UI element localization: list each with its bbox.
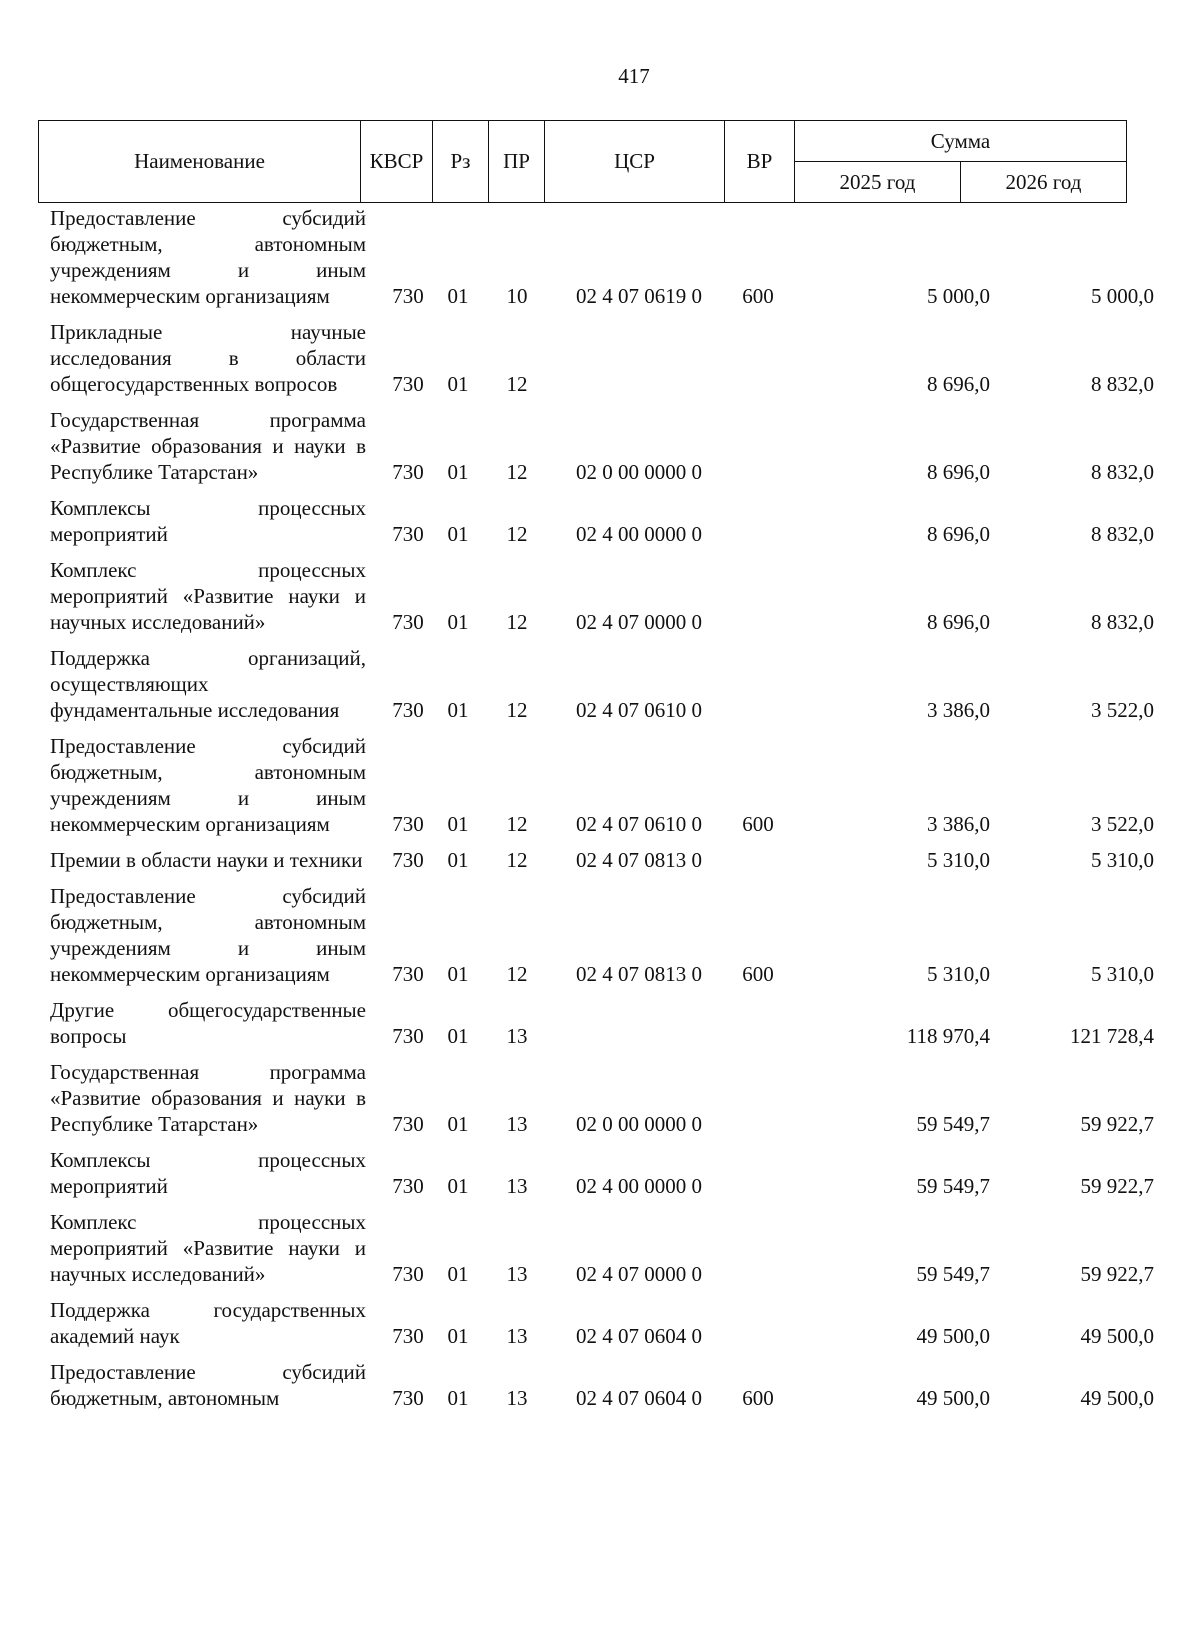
row-csr: 02 4 07 0604 0	[576, 1386, 702, 1410]
row-pr: 10	[506, 284, 528, 308]
row-pr: 12	[506, 848, 528, 872]
table-row	[38, 557, 1162, 635]
table-row	[38, 1297, 1162, 1349]
row-name: Поддержка государственных академий наук	[50, 1298, 366, 1348]
row-name: Предоставление субсидий бюджетным, автономным учреждениям и иным некоммерческим организациям	[50, 884, 366, 986]
row-kvsr: 730	[392, 460, 424, 484]
header-vr: ВР	[725, 121, 795, 203]
row-sum-2026: 49 500,0	[1080, 1386, 1154, 1410]
table-row	[38, 1147, 1162, 1199]
table-row	[38, 407, 1162, 485]
row-sum-2026: 8 832,0	[1091, 522, 1154, 546]
row-sum-2025: 59 549,7	[916, 1174, 990, 1198]
table-row	[38, 883, 1162, 987]
table-row	[38, 205, 1162, 309]
row-rz: 01	[447, 1262, 469, 1286]
row-sum-2026: 8 832,0	[1091, 460, 1154, 484]
row-sum-2026: 59 922,7	[1080, 1262, 1154, 1286]
row-kvsr: 730	[392, 848, 424, 872]
row-sum-2025: 5 310,0	[927, 962, 990, 986]
table-row	[38, 733, 1162, 837]
row-name: Другие общегосударственные вопросы	[50, 998, 366, 1048]
table-row	[38, 319, 1162, 397]
row-name: Прикладные научные исследования в области общегосударственных вопросов	[50, 320, 366, 396]
page-number: 417	[618, 64, 650, 88]
row-kvsr: 730	[392, 1386, 424, 1410]
row-vr: 600	[742, 962, 774, 986]
table-row	[38, 997, 1162, 1049]
row-name: Комплекс процессных мероприятий «Развитие науки и научных исследований»	[50, 1210, 366, 1286]
row-sum-2026: 5 000,0	[1091, 284, 1154, 308]
row-name: Комплексы процессных мероприятий	[50, 1148, 366, 1198]
row-kvsr: 730	[392, 522, 424, 546]
row-sum-2025: 8 696,0	[927, 460, 990, 484]
row-rz: 01	[447, 284, 469, 308]
row-name: Предоставление субсидий бюджетным, автономным	[50, 1360, 366, 1410]
row-rz: 01	[447, 610, 469, 634]
row-pr: 12	[506, 460, 528, 484]
row-csr: 02 4 07 0000 0	[576, 1262, 702, 1286]
row-kvsr: 730	[392, 1174, 424, 1198]
table-row	[38, 495, 1162, 547]
row-pr: 13	[506, 1112, 528, 1136]
row-kvsr: 730	[392, 1112, 424, 1136]
row-sum-2025: 8 696,0	[927, 610, 990, 634]
row-csr: 02 4 07 0813 0	[576, 962, 702, 986]
row-sum-2025: 5 000,0	[927, 284, 990, 308]
row-sum-2025: 118 970,4	[906, 1024, 990, 1048]
header-year-2025: 2025 год	[795, 162, 961, 203]
table-row	[38, 645, 1162, 723]
row-name: Комплекс процессных мероприятий «Развитие науки и научных исследований»	[50, 558, 366, 634]
row-sum-2026: 49 500,0	[1080, 1324, 1154, 1348]
row-sum-2026: 8 832,0	[1091, 610, 1154, 634]
row-kvsr: 730	[392, 1024, 424, 1048]
row-rz: 01	[447, 698, 469, 722]
row-kvsr: 730	[392, 1262, 424, 1286]
header-kvsr: КВСР	[361, 121, 433, 203]
row-sum-2026: 121 728,4	[1070, 1024, 1154, 1048]
row-sum-2025: 49 500,0	[916, 1324, 990, 1348]
row-sum-2025: 3 386,0	[927, 812, 990, 836]
row-rz: 01	[447, 962, 469, 986]
row-sum-2025: 59 549,7	[916, 1112, 990, 1136]
row-rz: 01	[447, 1024, 469, 1048]
row-kvsr: 730	[392, 962, 424, 986]
row-sum-2025: 8 696,0	[927, 522, 990, 546]
row-kvsr: 730	[392, 610, 424, 634]
row-kvsr: 730	[392, 698, 424, 722]
row-kvsr: 730	[392, 372, 424, 396]
row-name: Государственная программа «Развитие образования и науки в Республике Татарстан»	[50, 1060, 366, 1136]
row-rz: 01	[447, 812, 469, 836]
row-csr: 02 4 07 0619 0	[576, 284, 702, 308]
row-rz: 01	[447, 522, 469, 546]
row-sum-2026: 5 310,0	[1091, 848, 1154, 872]
row-sum-2025: 5 310,0	[927, 848, 990, 872]
table-row	[38, 1209, 1162, 1287]
table-row	[38, 1359, 1162, 1411]
row-pr: 12	[506, 812, 528, 836]
row-csr: 02 4 00 0000 0	[576, 522, 702, 546]
row-sum-2026: 59 922,7	[1080, 1174, 1154, 1198]
table-header	[38, 120, 1127, 203]
row-sum-2026: 8 832,0	[1091, 372, 1154, 396]
row-sum-2025: 3 386,0	[927, 698, 990, 722]
row-sum-2025: 8 696,0	[927, 372, 990, 396]
row-pr: 13	[506, 1262, 528, 1286]
row-rz: 01	[447, 848, 469, 872]
row-rz: 01	[447, 1174, 469, 1198]
row-rz: 01	[447, 1112, 469, 1136]
row-pr: 13	[506, 1174, 528, 1198]
row-rz: 01	[447, 460, 469, 484]
row-sum-2026: 3 522,0	[1091, 698, 1154, 722]
row-kvsr: 730	[392, 284, 424, 308]
row-csr: 02 0 00 0000 0	[576, 1112, 702, 1136]
row-rz: 01	[447, 372, 469, 396]
row-csr: 02 4 07 0610 0	[576, 812, 702, 836]
row-name: Государственная программа «Развитие образования и науки в Республике Татарстан»	[50, 408, 366, 484]
row-vr: 600	[742, 812, 774, 836]
row-pr: 13	[506, 1324, 528, 1348]
row-rz: 01	[447, 1386, 469, 1410]
row-pr: 13	[506, 1024, 528, 1048]
row-pr: 12	[506, 610, 528, 634]
row-csr: 02 4 07 0610 0	[576, 698, 702, 722]
row-name: Комплексы процессных мероприятий	[50, 496, 366, 546]
row-csr: 02 0 00 0000 0	[576, 460, 702, 484]
header-csr: ЦСР	[545, 121, 725, 203]
row-pr: 12	[506, 962, 528, 986]
row-csr: 02 4 07 0604 0	[576, 1324, 702, 1348]
row-sum-2025: 59 549,7	[916, 1262, 990, 1286]
row-csr: 02 4 00 0000 0	[576, 1174, 702, 1198]
row-rz: 01	[447, 1324, 469, 1348]
row-kvsr: 730	[392, 1324, 424, 1348]
row-name: Премии в области науки и техники	[50, 848, 363, 872]
table-body	[38, 205, 1162, 1421]
row-csr: 02 4 07 0000 0	[576, 610, 702, 634]
header-year-2026: 2026 год	[961, 162, 1127, 203]
row-pr: 13	[506, 1386, 528, 1410]
row-sum-2026: 3 522,0	[1091, 812, 1154, 836]
row-csr: 02 4 07 0813 0	[576, 848, 702, 872]
row-name: Предоставление субсидий бюджетным, автономным учреждениям и иным некоммерческим организациям	[50, 206, 366, 308]
row-vr: 600	[742, 284, 774, 308]
row-name: Поддержка организаций, осуществляющих фундаментальные исследования	[50, 646, 366, 722]
table-row	[38, 1059, 1162, 1137]
header-sum: Сумма	[795, 121, 1127, 162]
row-vr: 600	[742, 1386, 774, 1410]
table-row	[38, 847, 1162, 873]
row-pr: 12	[506, 522, 528, 546]
row-sum-2026: 59 922,7	[1080, 1112, 1154, 1136]
row-sum-2025: 49 500,0	[916, 1386, 990, 1410]
row-name: Предоставление субсидий бюджетным, автономным учреждениям и иным некоммерческим организациям	[50, 734, 366, 836]
row-pr: 12	[506, 372, 528, 396]
row-kvsr: 730	[392, 812, 424, 836]
row-pr: 12	[506, 698, 528, 722]
header-rz: Рз	[433, 121, 489, 203]
header-name: Наименование	[39, 121, 361, 203]
header-pr: ПР	[489, 121, 545, 203]
row-sum-2026: 5 310,0	[1091, 962, 1154, 986]
